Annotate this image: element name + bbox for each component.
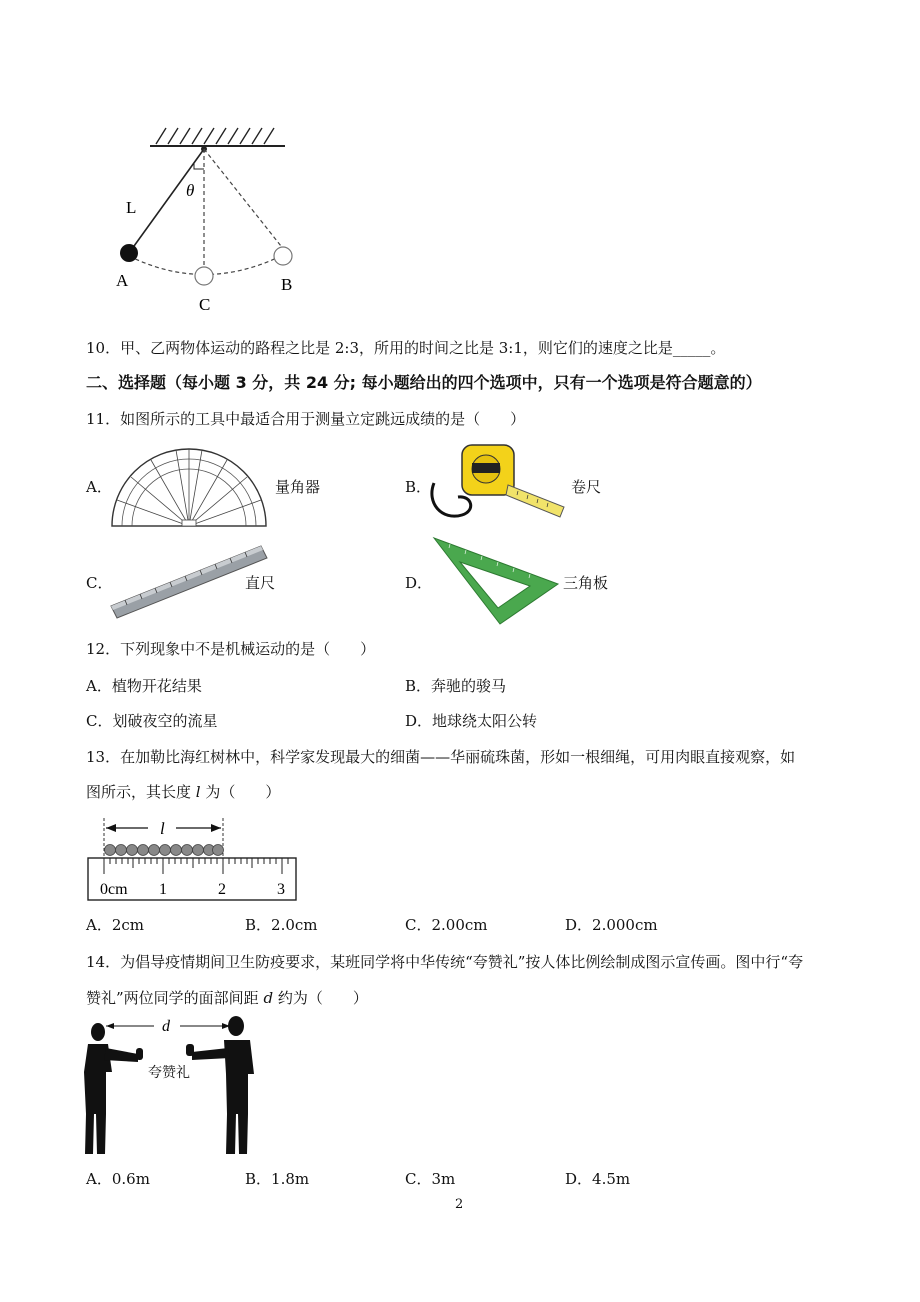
q11-option-d-letter[interactable]: D． [405, 574, 433, 592]
question-12-stem: 12．下列现象中不是机械运动的是（ ） [86, 640, 376, 658]
q13-option-d[interactable]: D．2.000cm [565, 916, 658, 934]
question-13-stem-line1: 13．在加勒比海红树林中，科学家发现最大的细菌——华丽硫珠菌，形如一根细绳，可用肉眼直接观察，如 [86, 748, 796, 766]
q13-option-c[interactable]: C．2.00cm [405, 916, 488, 934]
ruler-tick-3: 3 [277, 881, 285, 898]
ruler-tick-1: 1 [159, 881, 167, 898]
q11-option-c-letter[interactable]: C． [86, 574, 113, 592]
pendulum-label-C: C [199, 295, 211, 314]
q14-option-c[interactable]: C．3m [405, 1170, 456, 1188]
tape-measure-icon [428, 437, 570, 529]
greeting-figure [80, 1014, 272, 1160]
q14-option-d[interactable]: D．4.5m [565, 1170, 631, 1188]
distance-label-d: d [162, 1018, 170, 1035]
pendulum-figure [100, 118, 310, 318]
q11-option-b-letter[interactable]: B． [405, 478, 432, 496]
section-heading: 二、选择题（每小题 3 分，共 24 分; 每小题给出的四个选项中，只有一个选项是符合题意的） [86, 373, 762, 392]
q11-option-b-label: 卷尺 [571, 478, 602, 496]
q12-option-d[interactable]: D．地球绕太阳公转 [405, 712, 538, 730]
greeting-caption: 夸赞礼 [148, 1065, 190, 1081]
q12-option-a[interactable]: A．植物开花结果 [86, 677, 202, 695]
ruler-tick-2: 2 [218, 881, 226, 898]
pendulum-label-B: B [281, 275, 293, 294]
set-square-icon [430, 534, 562, 628]
bacteria-ruler-figure [86, 812, 300, 904]
q14-option-b[interactable]: B．1.8m [245, 1170, 310, 1188]
length-label-l: l [160, 819, 165, 838]
protractor-icon [108, 444, 270, 530]
question-14-stem-line1: 14．为倡导疫情期间卫生防疫要求，某班同学将中华传统“夸赞礼”按人体比例绘制成图示宣传画。图中行“夸 [86, 953, 804, 971]
pendulum-label-theta: θ [186, 181, 195, 200]
q11-option-d-label: 三角板 [563, 574, 609, 592]
q13-option-a[interactable]: A．2cm [86, 916, 145, 934]
q12-option-b[interactable]: B．奔驰的骏马 [405, 677, 507, 695]
pendulum-label-A: A [116, 271, 129, 290]
page-number: 2 [455, 1197, 464, 1212]
q12-option-c[interactable]: C．划破夜空的流星 [86, 712, 218, 730]
question-10: 10．甲、乙两物体运动的路程之比是 2:3，所用的时间之比是 3:1，则它们的速度之比是_____。 [86, 339, 726, 357]
q11-option-a-label: 量角器 [275, 478, 321, 496]
ruler-tick-0cm: 0cm [100, 881, 128, 898]
question-11-stem: 11．如图所示的工具中最适合用于测量立定跳远成绩的是（ ） [86, 410, 526, 428]
pendulum-label-L: L [126, 198, 137, 217]
q14-option-a[interactable]: A．0.6m [86, 1170, 150, 1188]
question-13-stem-line2: 图所示，其长度 l 为（ ） [86, 783, 281, 801]
q11-option-a-letter[interactable]: A． [86, 478, 112, 496]
q11-option-c-label: 直尺 [245, 574, 276, 592]
q13-option-b[interactable]: B．2.0cm [245, 916, 318, 934]
question-14-stem-line2: 赞礼”两位同学的面部间距 d 约为（ ） [86, 989, 368, 1007]
